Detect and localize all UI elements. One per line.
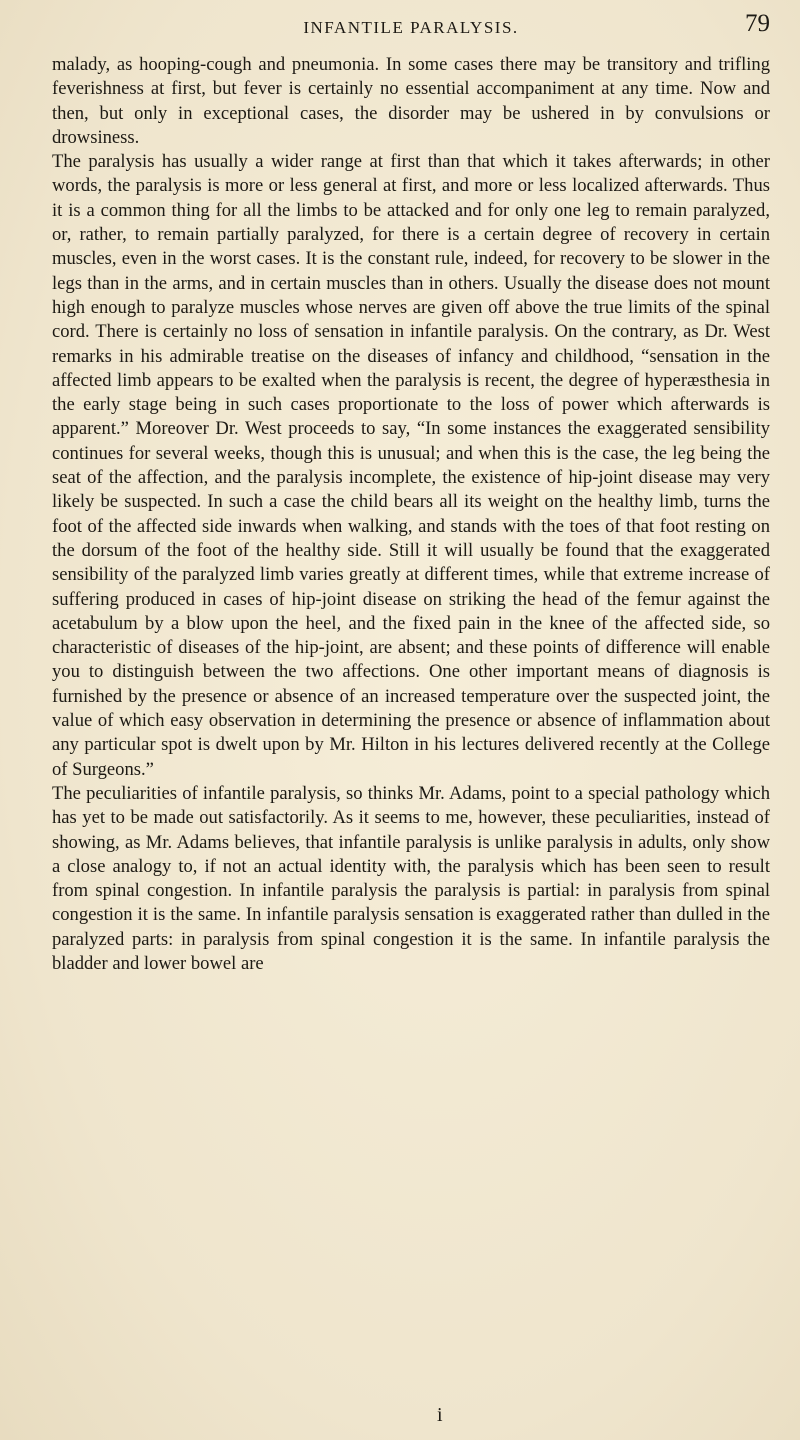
body-text [52,53,770,976]
page-number: 79 [745,10,770,37]
paragraph-1: malady, as hooping-cough and pneumonia. In some cases there may be transitory and trifling feverishness at first, but fever is certainly no essential accompaniment at any time. Now and then, but only in exceptional cases, the disorder may be ushered in by convulsions or drowsiness. [52,54,770,148]
running-title: INFANTILE PARALYSIS. [303,18,519,37]
page-header [52,10,770,50]
paragraph-2: The paralysis has usually a wider range at first than that which it takes afterwards; in other words, the paralysis is more or less general at first, and more or less localized afterwards. Thus it is a common thing for all the limbs to be attacked and for only one leg to remain paralyzed, or, rather, to remain partially paralyzed, for there is a certain degree of recovery in certain muscles, even in the worst cases. It is the constant rule, indeed, for recovery to be slower in the legs than in the arms, and in certain muscles than in others. Usually the disease does not mount high enough to paralyze muscles whose nerves are given off above the true limits of the spinal cord. There is certainly no loss of sensation in infantile paralysis. On the contrary, as Dr. West remarks in his admirable treatise on the diseases of infancy and childhood, “sensation in the affected limb appears to be exalted when the paralysis is recent, the degree of hyperæsthesia in the early stage being in such cases proportionate to the loss of power which afterwards is apparent.” Moreover Dr. West proceeds to say, “In some instances the exaggerated sensibility continues for several weeks, though this is unusual; and when this is the case, the leg being the seat of the affection, and the paralysis incomplete, the existence of hip-joint disease may very likely be suspected. In such a case the child bears all its weight on the healthy limb, turns the foot of the affected side inwards when walking, and stands with the toes of that foot resting on the dorsum of the foot of the healthy side. Still it will usually be found that the exaggerated sensibility of the paralyzed limb varies greatly at different times, while that extreme increase of suffering produced in cases of hip-joint disease on striking the head of the femur against the acetabulum by a blow upon the heel, and the fixed pain in the knee of the affected side, so characteristic of diseases of the hip-joint, are absent; and these points of difference will enable you to distinguish between the two affections. One other important means of diagnosis is furnished by the presence or absence of an increased temperature over the suspected joint, the value of which easy observation in determining the presence or absence of inflammation about any particular spot is dwelt upon by Mr. Hilton in his lectures delivered recently at the College of Surgeons.” [52,151,770,780]
paragraph-3: The peculiarities of infantile paralysis, so thinks Mr. Adams, point to a special pathology which has yet to be made out satisfactorily. As it seems to me, however, these peculiarities, instead of showing, as Mr. Adams believes, that infantile paralysis is unlike paralysis in adults, only show a close analogy to, if not an actual identity with, the paralysis which has been seen to result from spinal congestion. In infantile paralysis the paralysis is partial: in paralysis from spinal congestion it is the same. In infantile paralysis sensation is exaggerated rather than dulled in the paralyzed parts: in paralysis from spinal congestion it is the same. In infantile paralysis the bladder and lower bowel are [52,782,770,974]
signature-mark: i [437,1404,443,1426]
